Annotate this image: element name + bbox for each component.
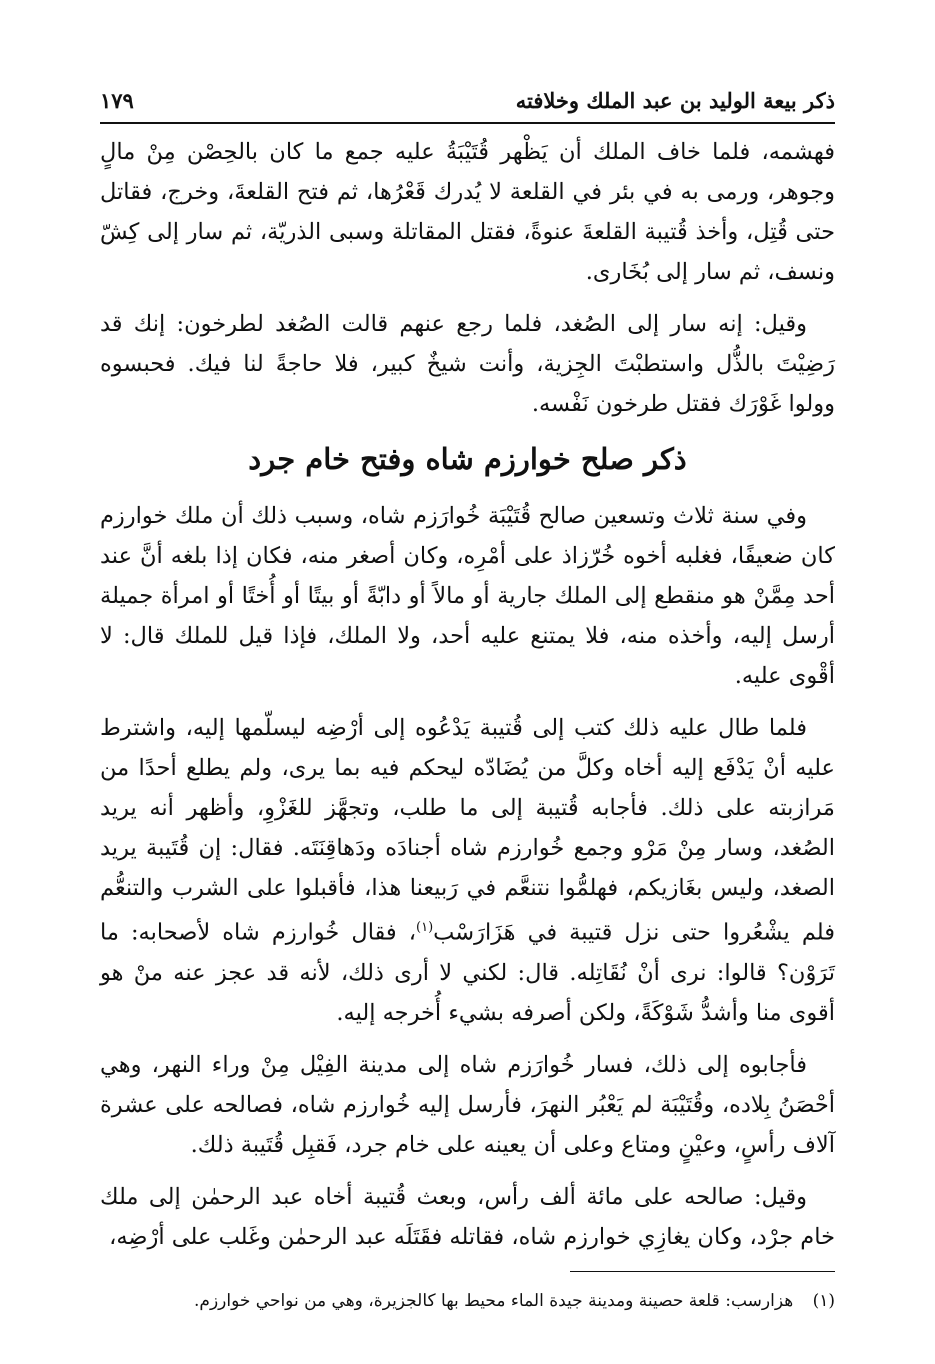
paragraph-text: ، فقال خُوارزم شاه لأصحابه: ما تَرَوْن؟ قالوا: نرى أنْ نُقَاتِله. قال: لكني لا أرى ذلك، لأنه قد عجز عنه منْ هو أقوى منا وأشدُّ شَوْكَةً، ولكن أصرفه بشيء أُخرجه إليه.	[100, 919, 835, 1026]
page-number: ١٧٩	[100, 87, 134, 113]
footnote-number: (١)	[812, 1291, 835, 1311]
footnote-divider	[570, 1271, 835, 1272]
section-title: ذكر صلح خوارزم شاه وفتح خام جرد	[248, 442, 687, 476]
paragraph: فهشمه، فلما خاف الملك أن يَظْهر قُتَيْبَةُ عليه جمع ما كان بالحِصْن مِنْ مالٍ وجوهر، ورمى به في بئر في القلعة لا يُدرك قَعْرُها، ثم فتح القلعةَ، وخرج، فقاتل حتى قُتِل، وأخذ قُتيبة القلعةَ عنوةً، فقتل المقاتلة وسبى الذريّة، ثم سار إلى كِشّ ونسف، ثم سار إلى بُخَارى.	[100, 139, 835, 285]
paragraph: وقيل: صالحه على مائة ألف رأس، وبعث قُتيبة أخاه عبد الرحمٰن إلى ملك خام جرْد، وكان يغازِي خوارزم شاه، فقاتله فقَتَلَه عبد الرحمٰن وغَلب على أرْضِه،	[100, 1183, 835, 1250]
page-body	[100, 132, 835, 1269]
paragraph: فأجابوه إلى ذلك، فسار خُوارَزم شاه إلى مدينة الفِيْل مِنْ وراء النهر، وهي أحْصَنُ بِلاده، وقُتَيْبَة لم يَعْبُر النهرَ، فأرسل إليه خُوارزم شاه، فصالحه على عشرة آلاف رأسٍ، وعيْنٍ ومتاع وعلى أن يعينه على خام جرد، فَقبِل قُتَيبة ذلك.	[100, 1051, 835, 1158]
paragraph-text: فلما طال عليه ذلك كتب إلى قُتيبة يَدْعُوه إلى أرْضِه ليسلّمها إليه، واشترط عليه أنْ يَدْفَع إليه أخاه وكلَّ من يُضَادّه ليحكم فيه بما يرى، ولم يطلع أحدًا من مَرازبته على ذلك. فأجابه قُتيبة إلى ما طلب، وتجهَّز للغَزْوِ، وأظهر أنه يريد الصُغد، وسار مِنْ مَرْو وجمع خُوارزم شاه أجنادَه ودَهاقِنَتَه. فقال: إن قُتَيبة يريد الصغد، وليس بغَازيكم، فهلمُّوا نتنعَّم في رَبيعنا هذا، فأقبلوا على الشرب والتنعُّم فلم يشْعُروا حتى نزل قتيبة في هَزَارَسْب	[100, 715, 836, 946]
footnote-text: هزارسب: قلعة حصينة ومدينة جيدة الماء محيط بها كالجزيرة، وهي من نواحي خوارزم.	[194, 1291, 794, 1311]
paragraph	[100, 708, 835, 1033]
footnote	[100, 1286, 835, 1316]
running-header	[100, 78, 835, 124]
paragraph: وقيل: إنه سار إلى الصُغد، فلما رجع عنهم قالت الصُغد لطرخون: إنك قد رَضِيْتَ بالذُّل واستطبْتَ الجِزية، وأنت شيخٌ كبير، فلا حاجةً لنا فيك. فحبسوه وولوا غَوْرَك فقتل طرخون نَفْسه.	[100, 311, 835, 417]
chapter-title: ذكر بيعة الوليد بن عبد الملك وخلافته	[515, 87, 835, 113]
paragraph: وفي سنة ثلاث وتسعين صالح قُتَيْبَة خُوارَزم شاه، وسبب ذلك أن ملك خوارزم كان ضعيفًا، فغلبه أخوه خُرّزاذ على أمْرِه، وكان أصغر منه، فكان إذا بلغه أنَّ عند أحد مِمَّنْ هو منقطع إلى الملك جارية أو مالاً أو دابّةً أو بيتًا أو أُختًا أو امرأة جميلة أرسل إليه، وأخذه منه، فلا يمتنع عليه أحد، ولا الملك، فإذا قيل للملك قال: لا أقْوى عليه.	[100, 503, 835, 689]
footnote-marker[interactable]: (١)	[416, 920, 434, 935]
